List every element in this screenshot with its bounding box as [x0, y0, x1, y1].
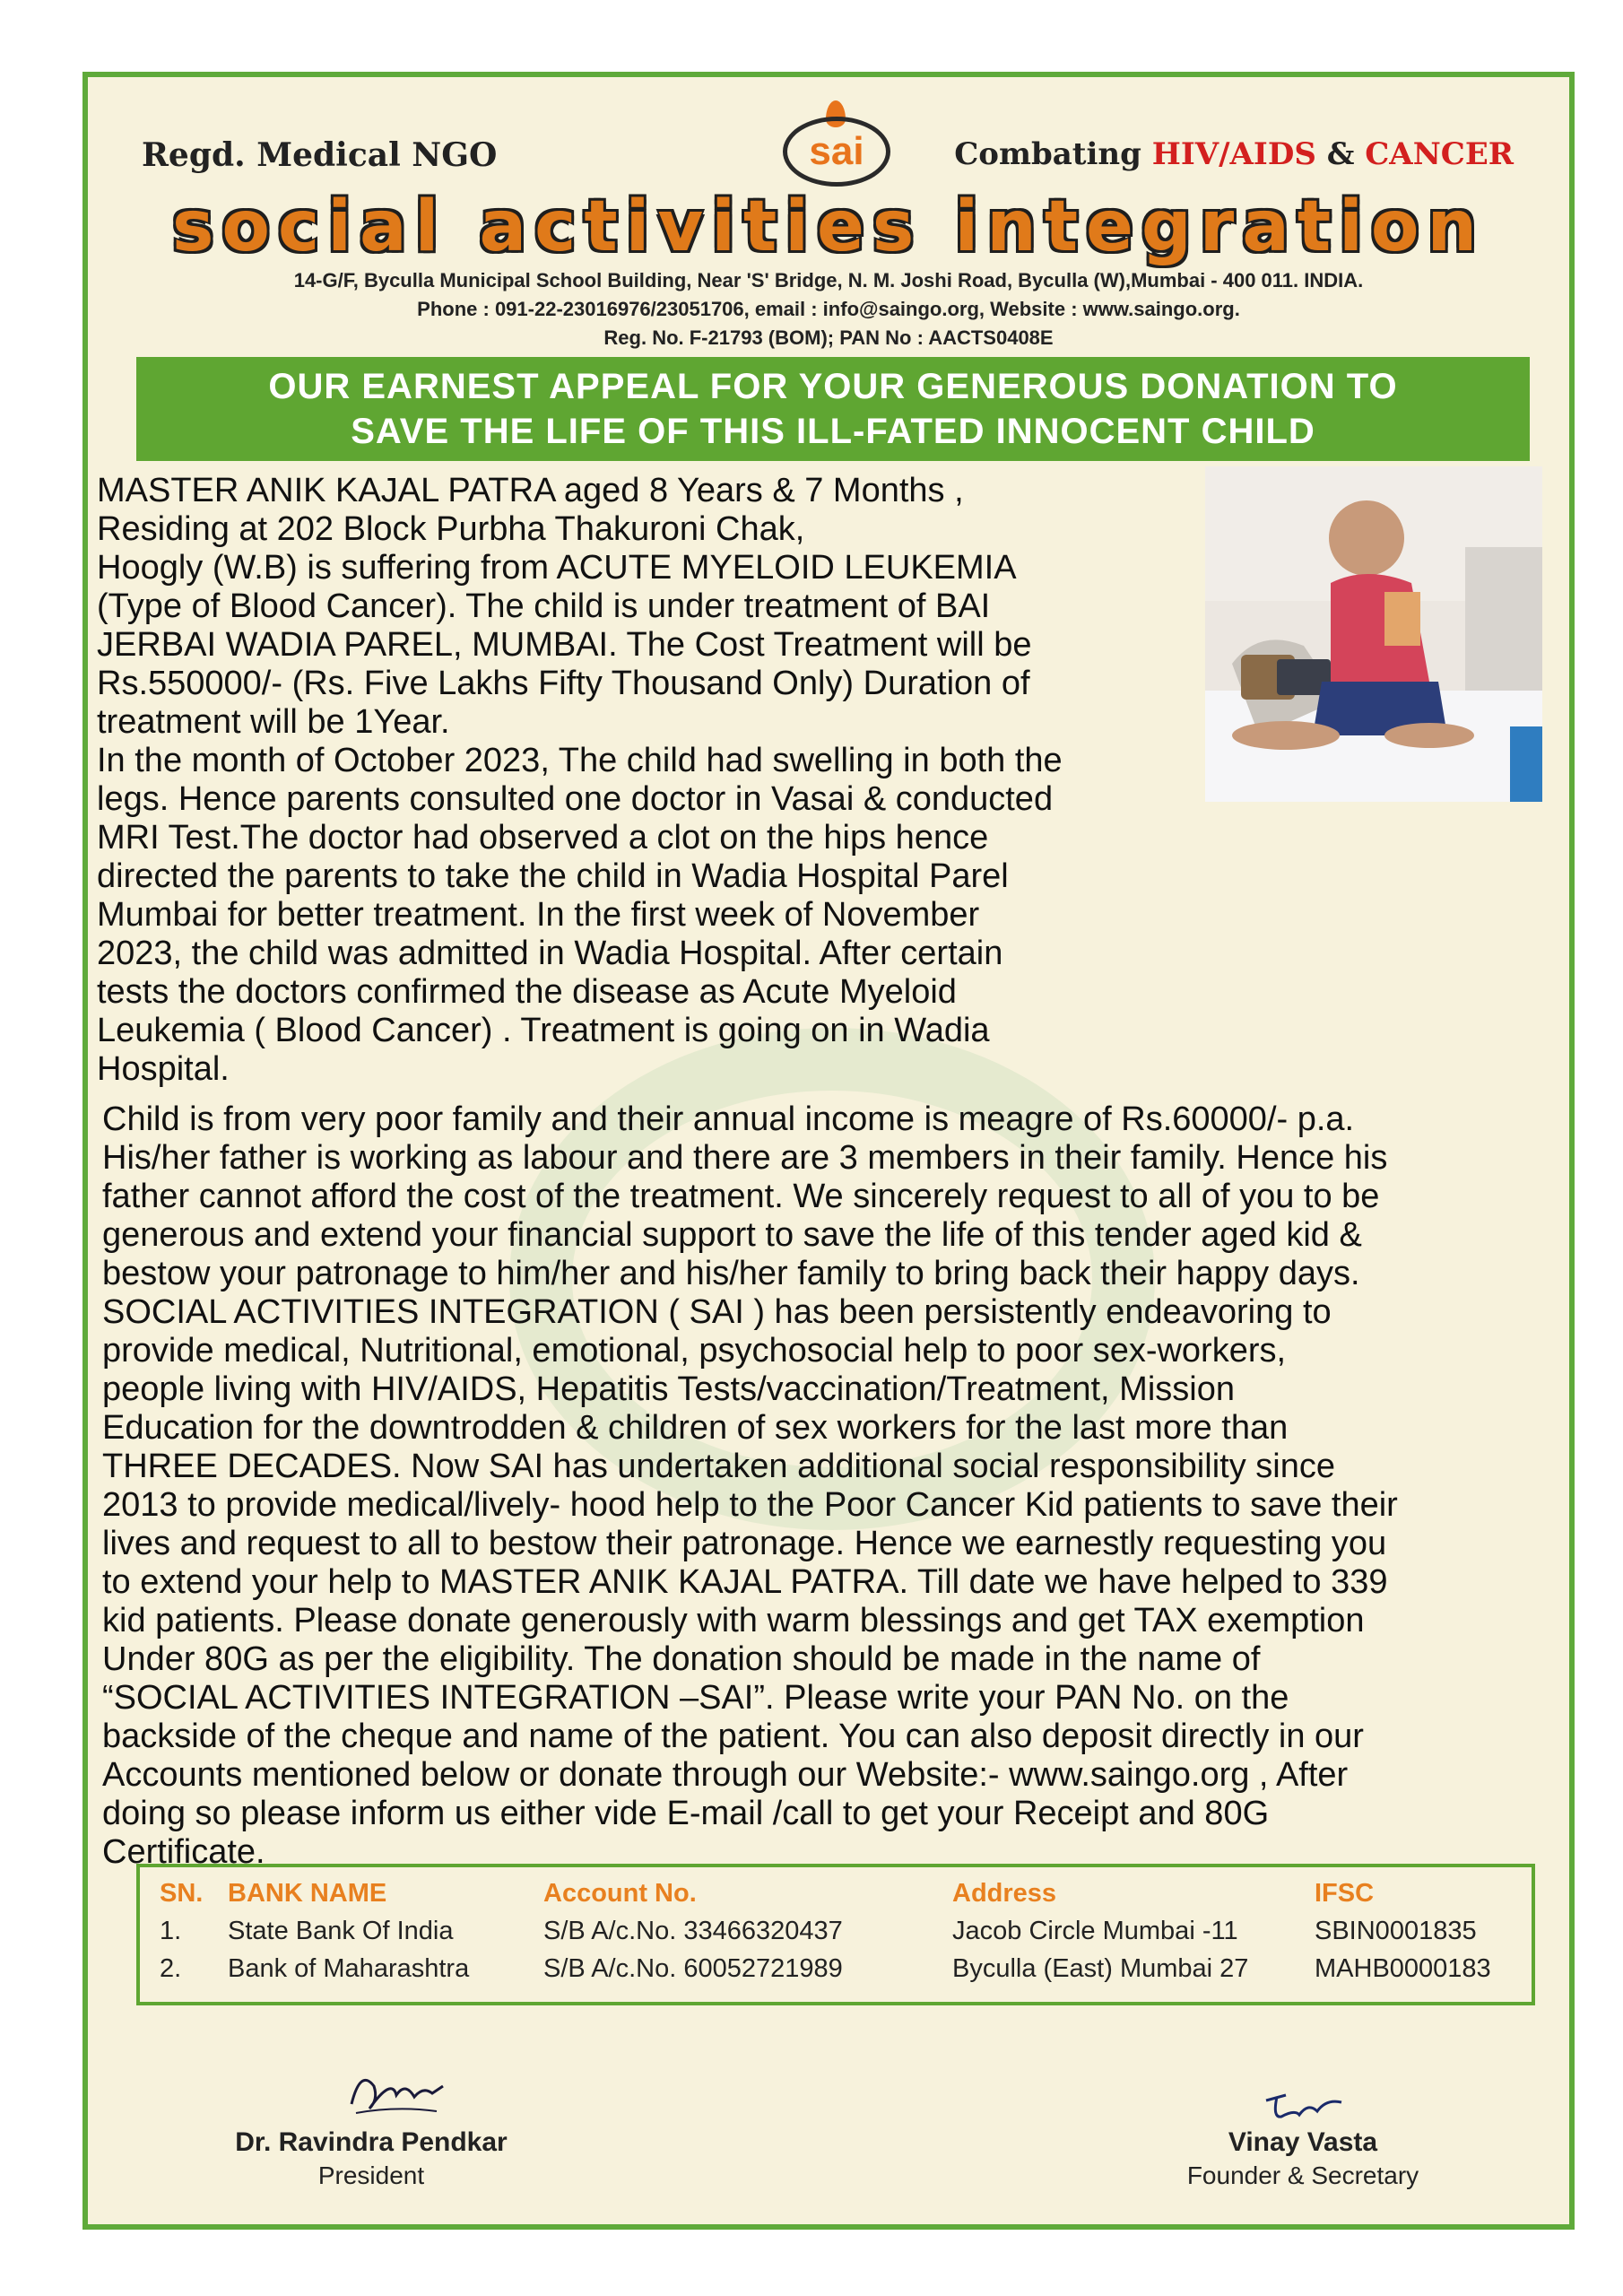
banner-line-1: OUR EARNEST APPEAL FOR YOUR GENEROUS DONATION TO [268, 367, 1398, 406]
body-line: bestow your patronage to him/her and his/her family to bring back their happy days. [102, 1255, 1360, 1292]
president-signature [343, 2059, 450, 2126]
cell-sn: 1. [160, 1916, 182, 1945]
body-line: backside of the cheque and name of the patient. You can also deposit directly in our [102, 1718, 1364, 1755]
body-line: Child is from very poor family and their annual income is meagre of Rs.60000/- p.a. [102, 1100, 1355, 1138]
body-line: Hoogly (W.B) is suffering from ACUTE MYELOID LEUKEMIA [97, 549, 1017, 587]
address-line-1: 14-G/F, Byculla Municipal School Building, Near 'S' Bridge, N. M. Joshi Road, Byculla (W),Mumbai - 400 011. INDIA. [293, 269, 1364, 291]
body-line: legs. Hence parents consulted one doctor in Vasai & conducted [97, 780, 1054, 818]
intro-paragraph [97, 472, 1200, 1089]
ampersand-text: & [1315, 136, 1366, 172]
body-line: 2023, the child was admitted in Wadia Hospital. After certain [97, 935, 1003, 972]
sai-logo [783, 117, 890, 187]
body-line: SOCIAL ACTIVITIES INTEGRATION ( SAI ) has been persistently endeavoring to [102, 1293, 1332, 1331]
regd-medical-ngo-label: Regd. Medical NGO [142, 136, 498, 174]
body-line: directed the parents to take the child in Wadia Hospital Parel [97, 857, 1009, 895]
body-line: Residing at 202 Block Purbha Thakuroni Chak, [97, 510, 805, 548]
combating-tagline [954, 136, 1514, 172]
body-line: people living with HIV/AIDS, Hepatitis Tests/vaccination/Treatment, Mission [102, 1370, 1235, 1408]
appeal-poster [82, 72, 1575, 2230]
body-line: provide medical, Nutritional, emotional, psychosocial help to poor sex-workers, [102, 1332, 1287, 1370]
secretary-signature [1259, 2083, 1349, 2132]
cell-ifsc: SBIN0001835 [1315, 1916, 1477, 1945]
body-line: (Type of Blood Cancer). The child is under treatment of BAI [97, 587, 991, 625]
cell-bank-name: Bank of Maharashtra [228, 1953, 470, 1983]
body-line: JERBAI WADIA PAREL, MUMBAI. The Cost Treatment will be [97, 626, 1032, 664]
col-header-bank-name: BANK NAME [228, 1878, 387, 1908]
bank-details-table [136, 1864, 1535, 2005]
body-line: Hospital. [97, 1050, 230, 1088]
body-line: “SOCIAL ACTIVITIES INTEGRATION –SAI”. Please write your PAN No. on the [102, 1679, 1289, 1717]
body-line: generous and extend your financial support to save the life of this tender aged kid & [102, 1216, 1362, 1254]
body-line: kid patients. Please donate generously with warm blessings and get TAX exemption [102, 1602, 1365, 1639]
cell-address: Byculla (East) Mumbai 27 [952, 1953, 1249, 1983]
secretary-name: Vinay Vasta [1228, 2127, 1378, 2157]
body-line: Mumbai for better treatment. In the first week of November [97, 896, 980, 934]
cell-sn: 2. [160, 1953, 182, 1983]
body-line: Rs.550000/- (Rs. Five Lakhs Fifty Thousand Only) Duration of [97, 665, 1030, 702]
body-line: MRI Test.The doctor had observed a clot on the hips hence [97, 819, 989, 857]
address-line-3: Reg. No. F-21793 (BOM); PAN No : AACTS0408E [603, 326, 1054, 349]
hiv-aids-text: HIV/AIDS [1151, 136, 1316, 172]
col-header-address: Address [952, 1878, 1057, 1908]
table-row [160, 1950, 1521, 1987]
body-line: to extend your help to MASTER ANIK KAJAL PATRA. Till date we have helped to 339 [102, 1563, 1388, 1601]
body-line: In the month of October 2023, The child had swelling in both the [97, 742, 1063, 779]
body-line: tests the doctors confirmed the disease as Acute Myeloid [97, 973, 957, 1011]
body-line: Leukemia ( Blood Cancer) . Treatment is going on in Wadia [97, 1012, 990, 1049]
body-line: His/her father is working as labour and there are 3 members in their family. Hence his [102, 1139, 1388, 1177]
combating-prefix: Combating [954, 136, 1152, 172]
banner-line-2: SAVE THE LIFE OF THIS ILL-FATED INNOCENT CHILD [351, 412, 1315, 451]
body-line: treatment will be 1Year. [97, 703, 450, 741]
cell-address: Jacob Circle Mumbai -11 [952, 1916, 1238, 1945]
cell-ifsc: MAHB0000183 [1315, 1953, 1491, 1983]
body-line: MASTER ANIK KAJAL PATRA aged 8 Years & 7 Months , [97, 472, 964, 509]
body-line: Certificate. [102, 1833, 265, 1871]
col-header-sn: SN. [160, 1878, 204, 1908]
col-header-account: Account No. [543, 1878, 697, 1908]
cell-bank-name: State Bank Of India [228, 1916, 454, 1945]
body-line: 2013 to provide medical/lively- hood help to the Poor Cancer Kid patients to save their [102, 1486, 1398, 1524]
body-line: Education for the downtrodden & children of sex workers for the last more than [102, 1409, 1289, 1447]
body-line: Under 80G as per the eligibility. The donation should be made in the name of [102, 1640, 1261, 1678]
cell-account: S/B A/c.No. 60052721989 [543, 1953, 843, 1983]
body-line: THREE DECADES. Now SAI has undertaken additional social responsibility since [102, 1448, 1335, 1485]
body-line: father cannot afford the cost of the treatment. We sincerely request to all of you to be [102, 1178, 1380, 1215]
secretary-title: Founder & Secretary [1186, 2161, 1419, 2189]
cell-account: S/B A/c.No. 33466320437 [543, 1916, 843, 1945]
president-title: President [317, 2161, 425, 2189]
cancer-text: CANCER [1365, 136, 1514, 172]
child-photo [1205, 466, 1542, 802]
appeal-paragraph [102, 1100, 1591, 1872]
address-line-2: Phone : 091-22-23016976/23051706, email : info@saingo.org, Website : www.saingo.org. [417, 298, 1240, 320]
table-row [160, 1912, 1521, 1950]
org-name-title: social activities integration [171, 187, 1486, 267]
body-line: lives and request to all to bestow their patronage. Hence we earnestly requesting you [102, 1525, 1387, 1562]
body-line: Accounts mentioned below or donate through our Website:- www.saingo.org , After [102, 1756, 1349, 1794]
president-name: Dr. Ravindra Pendkar [235, 2127, 508, 2157]
col-header-ifsc: IFSC [1315, 1878, 1375, 1908]
logo-text: sai [809, 129, 864, 173]
appeal-banner [136, 357, 1530, 461]
body-line: doing so please inform us either vide E-mail /call to get your Receipt and 80G [102, 1795, 1270, 1832]
